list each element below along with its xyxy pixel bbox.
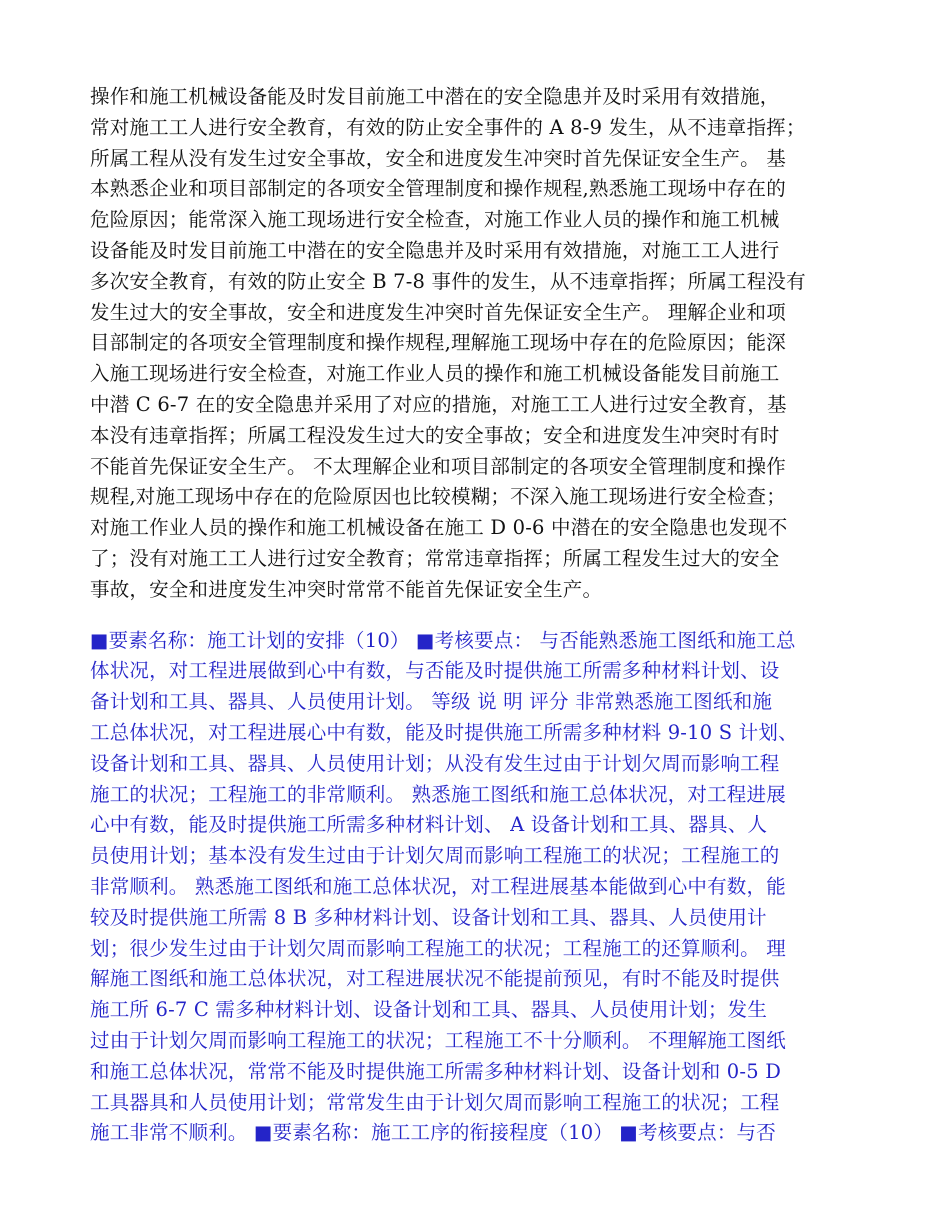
text-line: 对施工作业人员的操作和施工机械设备在施工 D 0-6 中潜在的安全隐患也发现不 bbox=[90, 516, 788, 540]
text-line: 目部制定的各项安全管理制度和操作规程,理解施工现场中存在的危险原因；能深 bbox=[90, 331, 786, 355]
text-line: 备计划和工具、器具、人员使用计划。 等级 说 明 评分 非常熟悉施工图纸和施 bbox=[90, 690, 773, 714]
text-line: 工总体状况，对工程进展心中有数，能及时提供施工所需多种材料 9-10 S 计划、 bbox=[90, 720, 798, 744]
text-line: 施工所 6-7 C 需多种材料计划、设备计划和工具、器具、人员使用计划；发生 bbox=[90, 998, 768, 1022]
text-line: 发生过大的安全事故，安全和进度发生冲突时首先保证安全生产。 理解企业和项 bbox=[90, 300, 786, 324]
text-line: 施工的状况；工程施工的非常顺利。 熟悉施工图纸和施工总体状况，对工程进展 bbox=[90, 782, 786, 806]
text-line: 入施工现场进行安全检查，对施工作业人员的操作和施工机械设备能发目前施工 bbox=[90, 362, 780, 386]
text-line: 事故，安全和进度发生冲突时常常不能首先保证安全生产。 bbox=[90, 577, 603, 601]
text-line: 员使用计划；基本没有发生过由于计划欠周而影响工程施工的状况；工程施工的 bbox=[90, 844, 780, 868]
text-line: 设备能及时发目前施工中潜在的安全隐患并及时采用有效措施，对施工工人进行 bbox=[90, 238, 780, 262]
text-line: 危险原因；能常深入施工现场进行安全检查，对施工作业人员的操作和施工机械 bbox=[90, 208, 780, 232]
text-line: 非常顺利。 熟悉施工图纸和施工总体状况，对工程进展基本能做到心中有数，能 bbox=[90, 874, 786, 898]
text-line: 本熟悉企业和项目部制定的各项安全管理制度和操作规程,熟悉施工现场中存在的 bbox=[90, 177, 786, 201]
text-line: 所属工程从没有发生过安全事故，安全和进度发生冲突时首先保证安全生产。 基 bbox=[90, 146, 786, 170]
text-line: ■要素名称：施工计划的安排（10） ■考核要点： 与否能熟悉施工图纸和施工总 bbox=[90, 628, 796, 652]
text-line: 过由于计划欠周而影响工程施工的状况；工程施工不十分顺利。 不理解施工图纸 bbox=[90, 1028, 786, 1052]
text-line: 操作和施工机械设备能及时发目前施工中潜在的安全隐患并及时采用有效措施， bbox=[90, 85, 780, 108]
safety-grading-paragraph bbox=[90, 82, 860, 606]
text-line: 较及时提供施工所需 8 B 多种材料计划、设备计划和工具、器具、人员使用计 bbox=[90, 905, 767, 929]
text-line: 和施工总体状况，常常不能及时提供施工所需多种材料计划、设备计划和 0-5 D bbox=[90, 1059, 782, 1083]
text-line: 本没有违章指挥；所属工程没发生过大的安全事故；安全和进度发生冲突时有时 bbox=[90, 423, 780, 447]
text-line: 划；很少发生过由于计划欠周而影响工程施工的状况；工程施工的还算顺利。 理 bbox=[90, 936, 786, 960]
text-line: 多次安全教育，有效的防止安全 B 7-8 事件的发生，从不违章指挥；所属工程没有 bbox=[90, 269, 806, 293]
text-line: 工具器具和人员使用计划；常常发生由于计划欠周而影响工程施工的状况；工程 bbox=[90, 1090, 780, 1114]
paragraph-gap bbox=[90, 606, 860, 626]
text-line: 施工非常不顺利。 ■要素名称：施工工序的衔接程度（10） ■考核要点：与否 bbox=[90, 1121, 776, 1145]
text-line: 了；没有对施工工人进行过安全教育；常常违章指挥；所属工程发生过大的安全 bbox=[90, 546, 780, 570]
text-line: 体状况，对工程进展做到心中有数，与否能及时提供施工所需多种材料计划、设 bbox=[90, 659, 780, 683]
text-line: 设备计划和工具、器具、人员使用计划；从没有发生过由于计划欠周而影响工程 bbox=[90, 751, 780, 775]
text-line: 心中有数，能及时提供施工所需多种材料计划、 A 设备计划和工具、器具、人 bbox=[90, 813, 768, 837]
text-line: 中潜 C 6-7 在的安全隐患并采用了对应的措施，对施工工人进行过安全教育，基 bbox=[90, 392, 787, 416]
construction-plan-paragraph bbox=[90, 626, 860, 1150]
text-line: 不能首先保证安全生产。 不太理解企业和项目部制定的各项安全管理制度和操作 bbox=[90, 454, 786, 478]
text-line: 规程,对施工现场中存在的危险原因也比较模糊；不深入施工现场进行安全检查； bbox=[90, 485, 786, 509]
text-line: 解施工图纸和施工总体状况，对工程进展状况不能提前预见，有时不能及时提供 bbox=[90, 967, 780, 991]
text-line: 常对施工工人进行安全教育，有效的防止安全事件的 A 8-9 发生，从不违章指挥； bbox=[90, 115, 806, 139]
document-page bbox=[90, 82, 860, 1149]
